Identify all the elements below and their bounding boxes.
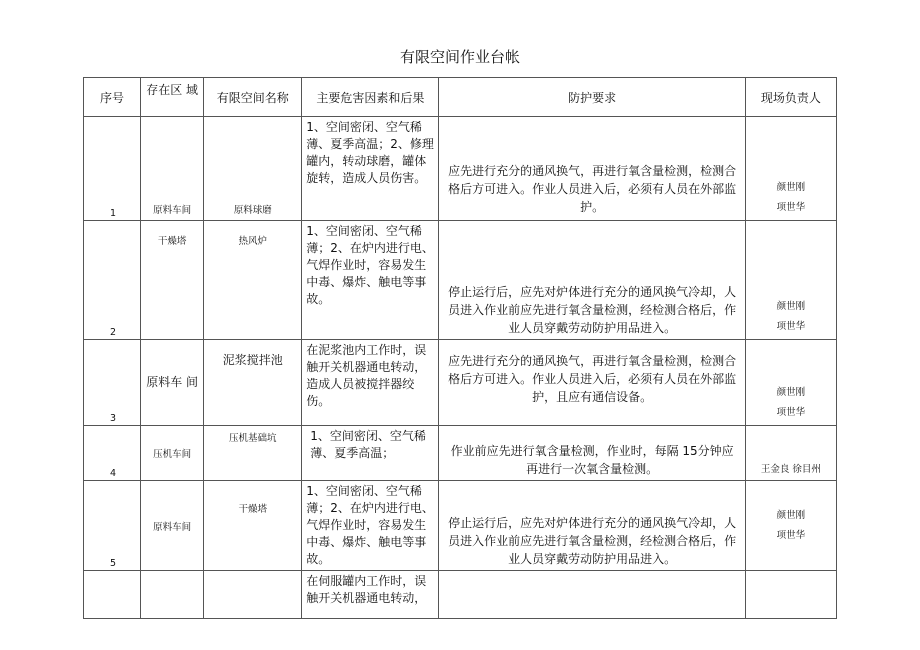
cell-area: 原料车间 — [141, 117, 204, 221]
header-seq: 序号 — [84, 78, 141, 117]
cell-person — [745, 481, 836, 571]
page-title: 有限空间作业台帐 — [399, 48, 520, 66]
cell-seq: 5 — [84, 481, 141, 571]
ledger-table — [83, 77, 837, 619]
person-name: 颜世刚 — [776, 509, 806, 521]
person-name: 颜世刚 — [776, 182, 806, 193]
header-area: 存在区 域 — [141, 78, 204, 117]
header-person: 现场负责人 — [745, 78, 836, 117]
cell-hazard: 1、空间密闭、空气稀薄、夏季高温； — [302, 426, 439, 481]
cell-area: 压机车间 — [141, 426, 204, 481]
header-protection: 防护要求 — [439, 78, 745, 117]
cell-area: 原料车间 — [141, 481, 204, 571]
cell-space: 泥浆搅拌池 — [204, 340, 302, 426]
cell-person — [745, 571, 836, 619]
header-hazard: 主要危害因素和后果 — [302, 78, 439, 117]
person-name: 项世华 — [776, 407, 806, 418]
cell-protection — [439, 571, 745, 619]
cell-person — [745, 221, 836, 340]
cell-seq: 3 — [84, 340, 141, 426]
cell-area: 原料车 间 — [141, 340, 204, 426]
person-name: 项世华 — [776, 202, 806, 213]
cell-space: 干燥塔 — [204, 481, 302, 571]
cell-space: 原料球磨 — [204, 117, 302, 221]
cell-hazard: 1、空间密闭、空气稀薄、夏季高温；2、修理罐内，转动球磨，罐体旋转，造成人员伤害。 — [302, 117, 439, 221]
cell-person — [745, 340, 836, 426]
table-row — [84, 426, 837, 481]
cell-seq: 2 — [84, 221, 141, 340]
cell-hazard: 在泥浆池内工作时，误触开关机器通电转动，造成人员被搅拌器绞伤。 — [302, 340, 439, 426]
header-row — [84, 78, 837, 117]
table-row — [84, 481, 837, 571]
cell-protection: 停止运行后，应先对炉体进行充分的通风换气冷却，人员进入作业前应先进行氧含量检测，经检测合格后，作业人员穿戴劳动防护用品进入。 — [439, 481, 745, 571]
cell-hazard: 1、空间密闭、空气稀薄；2、在炉内进行电、气焊作业时，容易发生中毒、爆炸、触电等事故。 — [302, 481, 439, 571]
person-name: 颜世刚 — [776, 387, 806, 398]
cell-protection: 作业前应先进行氧含量检测，作业时，每隔 15分钟应再进行一次氧含量检测。 — [439, 426, 745, 481]
table-row — [84, 221, 837, 340]
cell-space: 压机基础坑 — [204, 426, 302, 481]
cell-seq — [84, 571, 141, 619]
header-space: 有限空间名称 — [204, 78, 302, 117]
person-name: 颜世刚 — [776, 301, 806, 312]
cell-space: 热风炉 — [204, 221, 302, 340]
cell-protection: 应先进行充分的通风换气，再进行氧含量检测，检测合格后方可进入。作业人员进入后，必须有人员在外部监护。 — [439, 117, 745, 221]
cell-space — [204, 571, 302, 619]
person-name: 项世华 — [776, 321, 806, 332]
cell-seq: 1 — [84, 117, 141, 221]
cell-person: 王金良 徐目州 — [745, 426, 836, 481]
table-row — [84, 340, 837, 426]
cell-protection: 应先进行充分的通风换气，再进行氧含量检测，检测合格后方可进入。作业人员进入后，必须有人员在外部监护，且应有通信设备。 — [439, 340, 745, 426]
cell-hazard: 在伺服罐内工作时，误触开关机器通电转动， — [302, 571, 439, 619]
table-row — [84, 571, 837, 619]
cell-hazard: 1、空间密闭、空气稀薄；2、在炉内进行电、气焊作业时，容易发生中毒、爆炸、触电等事故。 — [302, 221, 439, 340]
cell-area — [141, 571, 204, 619]
cell-protection: 停止运行后，应先对炉体进行充分的通风换气冷却，人员进入作业前应先进行氧含量检测，经检测合格后，作业人员穿戴劳动防护用品进入。 — [439, 221, 745, 340]
table-row — [84, 117, 837, 221]
cell-seq: 4 — [84, 426, 141, 481]
cell-area: 干燥塔 — [141, 221, 204, 340]
cell-person — [745, 117, 836, 221]
person-name: 项世华 — [776, 529, 806, 541]
